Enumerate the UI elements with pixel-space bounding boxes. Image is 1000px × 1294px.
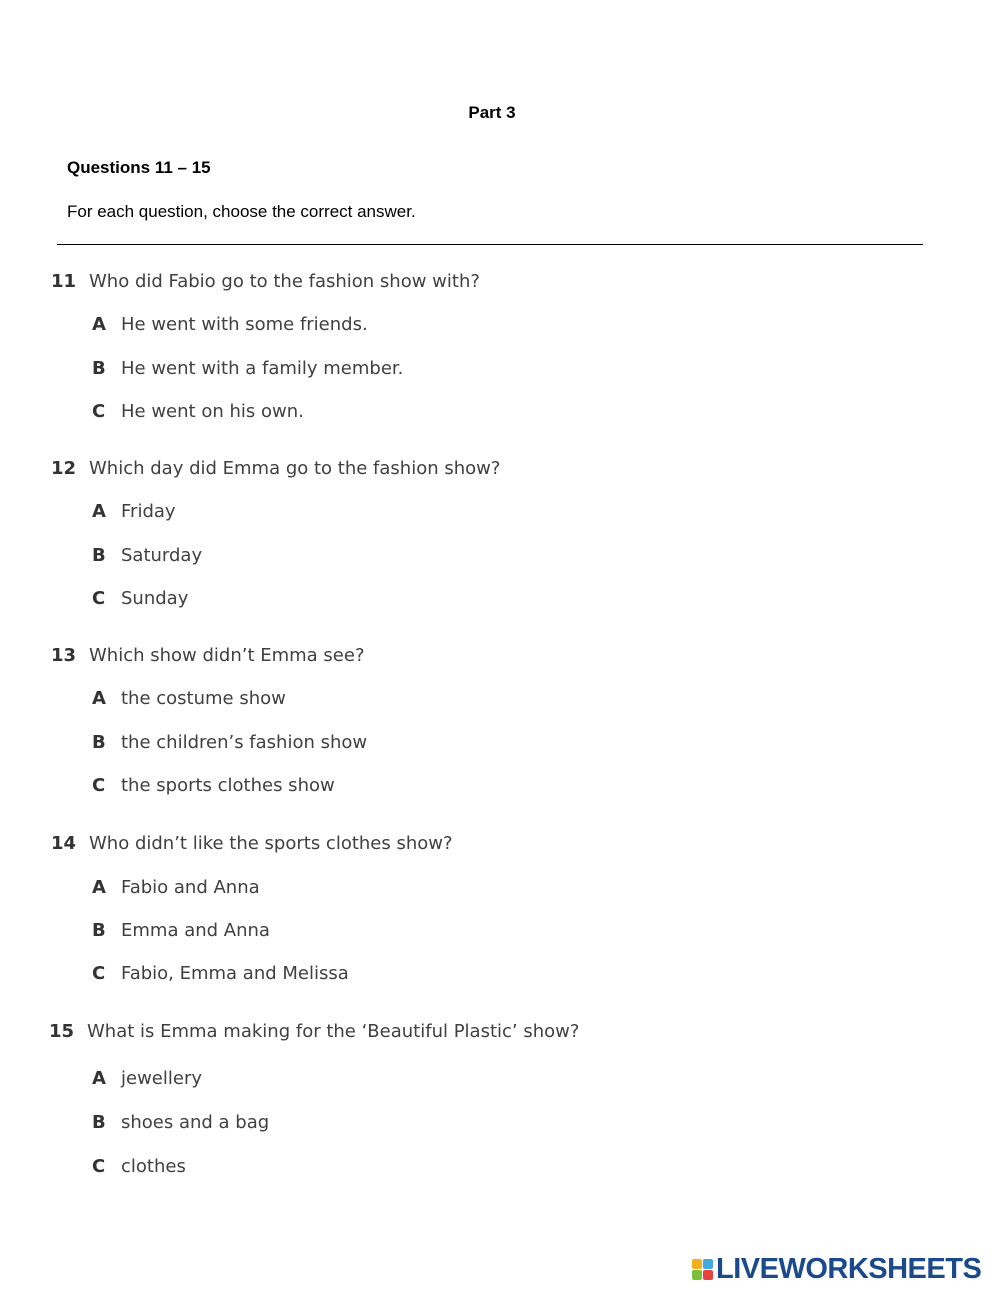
option-text: shoes and a bag xyxy=(121,1112,270,1133)
option-a[interactable] xyxy=(92,876,260,900)
liveworksheets-logo[interactable] xyxy=(692,1254,981,1284)
option-a[interactable] xyxy=(92,313,368,337)
option-letter: B xyxy=(92,545,106,566)
option-a[interactable] xyxy=(92,1067,202,1091)
option-text: He went on his own. xyxy=(121,401,304,422)
question-number: 11 xyxy=(51,271,77,292)
option-text: clothes xyxy=(121,1156,186,1177)
option-letter: B xyxy=(92,1112,106,1133)
part-title: Part 3 xyxy=(468,103,516,122)
option-b[interactable] xyxy=(92,544,202,568)
question-text: What is Emma making for the ‘Beautiful Plastic’ show? xyxy=(87,1021,580,1042)
question-number: 15 xyxy=(49,1021,75,1042)
option-c[interactable] xyxy=(92,774,335,798)
question-text: Who didn’t like the sports clothes show? xyxy=(89,833,453,854)
option-b[interactable] xyxy=(92,731,367,755)
option-a[interactable] xyxy=(92,687,286,711)
question-text: Which show didn’t Emma see? xyxy=(89,645,365,666)
option-c[interactable] xyxy=(92,587,188,611)
option-letter: A xyxy=(92,501,106,522)
divider xyxy=(57,244,923,245)
question-number: 12 xyxy=(51,458,77,479)
option-text: jewellery xyxy=(121,1068,202,1089)
option-letter: C xyxy=(92,401,106,422)
liveworksheets-logo-icon xyxy=(692,1259,713,1280)
option-text: the costume show xyxy=(121,688,286,709)
option-letter: A xyxy=(92,1068,106,1089)
option-text: Fabio and Anna xyxy=(121,877,260,898)
instruction-text: For each question, choose the correct answer. xyxy=(67,202,416,221)
option-c[interactable] xyxy=(92,400,304,424)
option-letter: B xyxy=(92,358,106,379)
question-text: Which day did Emma go to the fashion show? xyxy=(89,458,501,479)
option-text: Friday xyxy=(121,501,176,522)
option-b[interactable] xyxy=(92,1111,269,1135)
logo-text: LIVEWORKSHEETS xyxy=(716,1252,982,1285)
option-b[interactable] xyxy=(92,357,403,381)
option-text: He went with some friends. xyxy=(121,314,368,335)
option-text: Fabio, Emma and Melissa xyxy=(121,963,349,984)
option-text: Saturday xyxy=(121,545,203,566)
option-a[interactable] xyxy=(92,500,176,524)
option-letter: B xyxy=(92,920,106,941)
option-letter: C xyxy=(92,775,106,796)
question-number: 14 xyxy=(51,833,77,854)
option-c[interactable] xyxy=(92,962,349,986)
option-text: the children’s fashion show xyxy=(121,732,368,753)
option-b[interactable] xyxy=(92,919,270,943)
option-letter: B xyxy=(92,732,106,753)
option-c[interactable] xyxy=(92,1155,186,1179)
question-number: 13 xyxy=(51,645,77,666)
option-letter: C xyxy=(92,588,106,609)
option-text: Sunday xyxy=(121,588,189,609)
question-text: Who did Fabio go to the fashion show with? xyxy=(89,271,480,292)
option-letter: A xyxy=(92,688,106,709)
option-letter: A xyxy=(92,314,106,335)
question-range-heading: Questions 11 – 15 xyxy=(67,158,211,177)
option-letter: C xyxy=(92,1156,106,1177)
option-text: He went with a family member. xyxy=(121,358,404,379)
option-text: the sports clothes show xyxy=(121,775,335,796)
option-letter: A xyxy=(92,877,106,898)
option-text: Emma and Anna xyxy=(121,920,270,941)
option-letter: C xyxy=(92,963,106,984)
